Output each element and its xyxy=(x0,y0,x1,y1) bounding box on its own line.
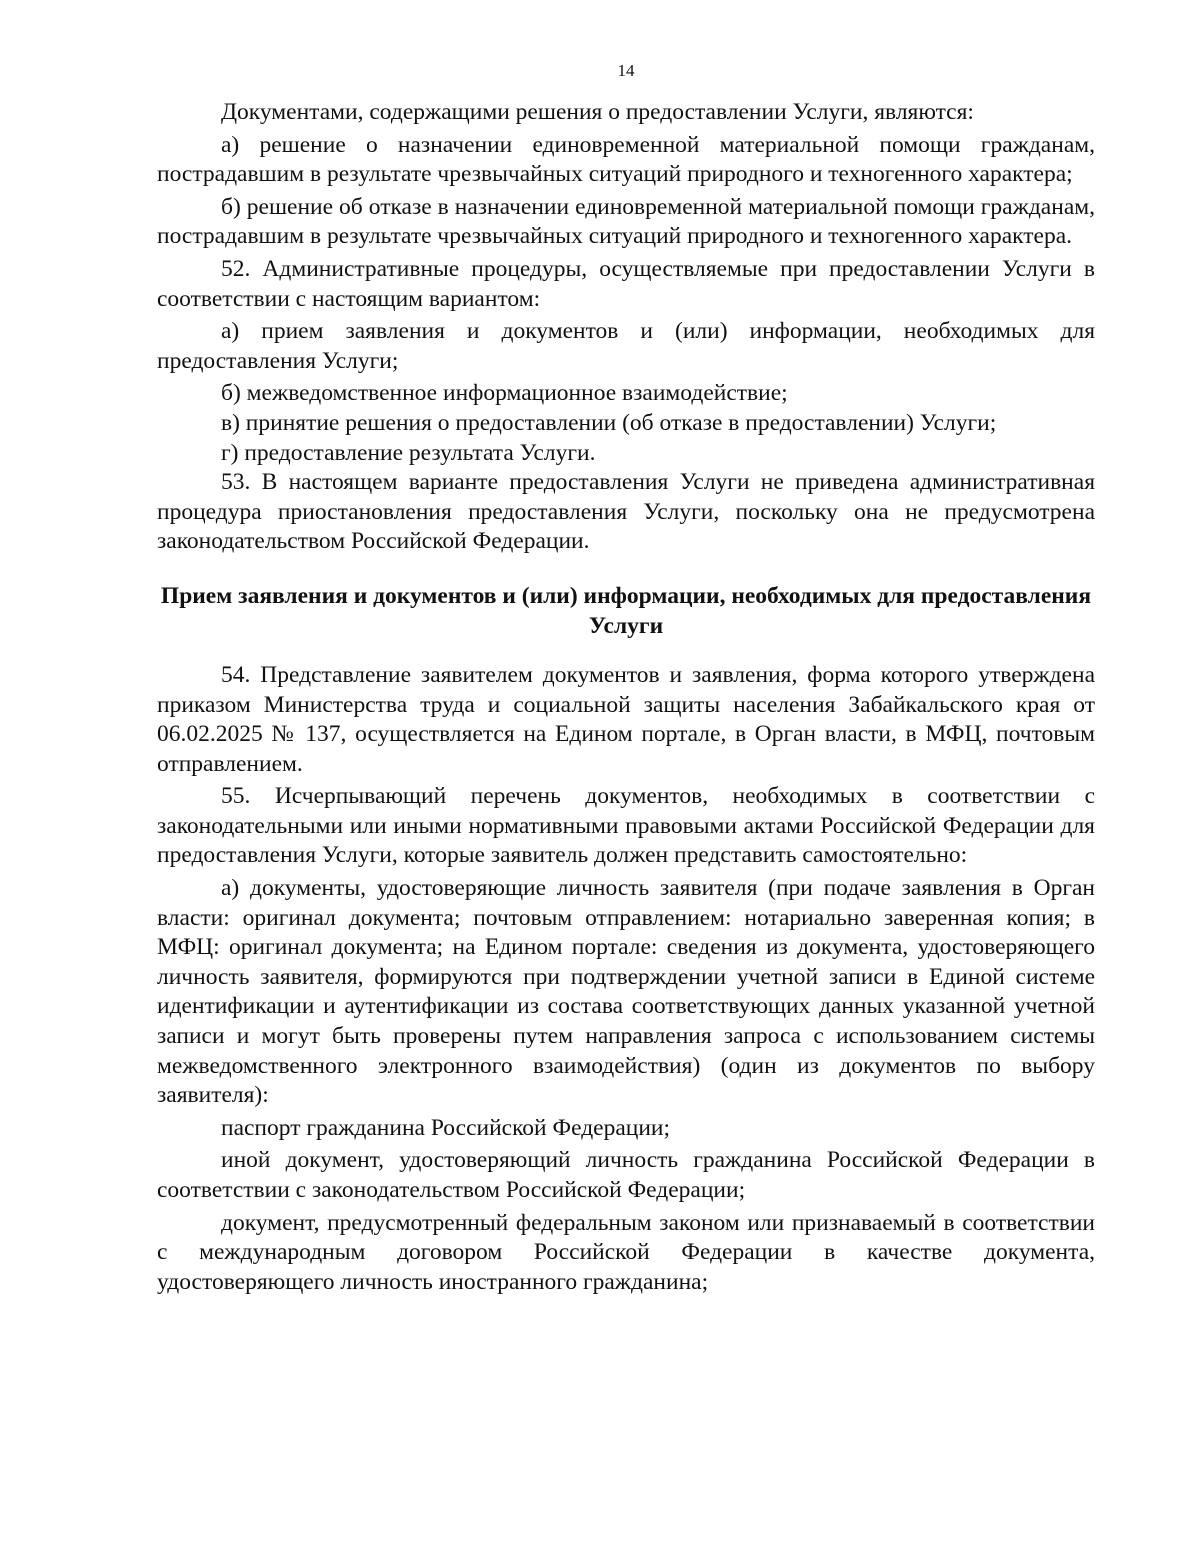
paragraph-55: 55. Исчерпывающий перечень документов, необходимых в соответствии с законодательными или иными нормативными правовыми актами Российской Федерации для предоставления Услуги, которые заявитель должен представить самостоятельно: xyxy=(157,783,1095,869)
paragraph-52-b: б) межведомственное информационное взаимодействие; xyxy=(221,380,788,407)
list-item-passport: паспорт гражданина Российской Федерации; xyxy=(221,1114,671,1141)
paragraph-decision-a: а) решение о назначении единовременной материальной помощи гражданам, пострадавшим в результате чрезвычайных ситуаций природного и техногенного характера; xyxy=(157,131,1095,188)
paragraph-52-a: а) прием заявления и документов и (или) информации, необходимых для предоставления Услуги; xyxy=(157,318,1095,374)
paragraph-52: 52. Административные процедуры, осуществляемые при предоставлении Услуги в соответствии с настоящим вариантом: xyxy=(157,255,1095,312)
paragraph-decision-b: б) решение об отказе в назначении единовременной материальной помощи гражданам, пострадавшим в результате чрезвычайных ситуаций природного и техногенного характера. xyxy=(157,193,1095,250)
paragraph-52-v: в) принятие решения о предоставлении (об отказе в предоставлении) Услуги; xyxy=(221,409,997,436)
list-item-foreign-document: документ, предусмотренный федеральным законом или признаваемый в соответствии с международным договором Российской Федерации в качестве документа, удостоверяющего личность иностранного гражданина; xyxy=(157,1209,1095,1295)
document-page xyxy=(157,58,1095,1297)
page-number: 14 xyxy=(617,61,635,80)
list-item-other-document: иной документ, удостоверяющий личность гражданина Российской Федерации в соответствии с законодательством Российской Федерации; xyxy=(157,1147,1095,1203)
paragraph-55-a: а) документы, удостоверяющие личность заявителя (при подаче заявления в Орган власти: оригинал документа; почтовым отправлением: нотариально заверенная копия; в МФЦ: оригинал документа; на Едином портале: сведения из документа, удостоверяющего личность заявителя, формируются при подтверждении учетной записи в Единой системе идентификации и аутентификации из состава соответствующих данных указанной учетной записи и могут быть проверены путем направления запроса с использованием системы межведомственного электронного взаимодействия) (один из документов по выбору заявителя): xyxy=(157,875,1095,1109)
section-heading: Прием заявления и документов и (или) информации, необходимых для предоставления Услуги xyxy=(160,582,1092,639)
paragraph-52-g: г) предоставление результата Услуги. xyxy=(221,439,596,466)
paragraph-54: 54. Представление заявителем документов и заявления, форма которого утверждена приказом Министерства труда и социальной защиты населения Забайкальского края от 06.02.2025 № 137, осуществляется на Едином портале, в Орган власти, в МФЦ, почтовым отправлением. xyxy=(157,661,1095,777)
paragraph-documents-intro: Документами, содержащими решения о предоставлении Услуги, являются: xyxy=(221,99,974,125)
paragraph-53: 53. В настоящем варианте предоставления Услуги не приведена административная процедура приостановления предоставления Услуги, поскольку она не предусмотрена законодательством Российской Федерации. xyxy=(157,469,1095,555)
